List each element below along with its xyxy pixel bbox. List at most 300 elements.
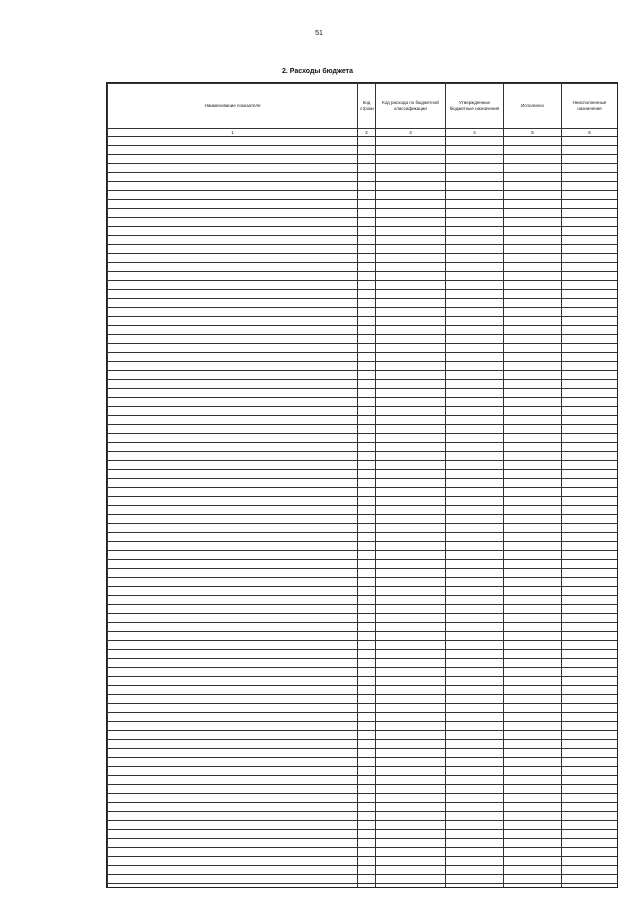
table-cell: [446, 191, 504, 200]
table-row: [108, 335, 618, 344]
table-cell: [562, 857, 618, 866]
table-row: [108, 740, 618, 749]
table-cell: [358, 560, 376, 569]
table-row: [108, 272, 618, 281]
table-cell: [376, 695, 446, 704]
table-row: [108, 884, 618, 889]
table-cell: [504, 614, 562, 623]
table-cell: [504, 578, 562, 587]
column-number: 5: [504, 129, 562, 137]
table-row: [108, 479, 618, 488]
table-cell: [504, 263, 562, 272]
table-cell: [446, 560, 504, 569]
table-cell: [446, 155, 504, 164]
table-cell: [358, 425, 376, 434]
header-line-code: Код строки: [358, 84, 376, 129]
table-cell: [504, 542, 562, 551]
table-row: [108, 569, 618, 578]
table-cell: [358, 623, 376, 632]
table-cell: [504, 677, 562, 686]
table-cell: [358, 677, 376, 686]
table-cell: [446, 596, 504, 605]
table-cell: [358, 605, 376, 614]
table-cell: [376, 623, 446, 632]
table-cell: [446, 290, 504, 299]
table-cell: [108, 245, 358, 254]
table-cell: [446, 398, 504, 407]
table-cell: [446, 497, 504, 506]
table-cell: [108, 533, 358, 542]
table-cell: [108, 326, 358, 335]
table-cell: [108, 281, 358, 290]
table-row: [108, 461, 618, 470]
table-row: [108, 632, 618, 641]
table-cell: [562, 497, 618, 506]
table-cell: [446, 272, 504, 281]
table-cell: [504, 164, 562, 173]
table-cell: [108, 695, 358, 704]
table-cell: [108, 227, 358, 236]
column-number: 3: [376, 129, 446, 137]
table-cell: [376, 803, 446, 812]
table-cell: [108, 767, 358, 776]
table-cell: [504, 713, 562, 722]
table-cell: [504, 497, 562, 506]
header-unexecuted: Неисполненные назначения: [562, 84, 618, 129]
table-cell: [446, 776, 504, 785]
column-number: 1: [108, 129, 358, 137]
table-cell: [108, 263, 358, 272]
table-row: [108, 353, 618, 362]
table-cell: [358, 434, 376, 443]
table-cell: [376, 794, 446, 803]
table-row: [108, 155, 618, 164]
table-cell: [376, 731, 446, 740]
table-cell: [446, 218, 504, 227]
table-cell: [376, 848, 446, 857]
table-row: [108, 380, 618, 389]
table-cell: [562, 173, 618, 182]
table-cell: [358, 524, 376, 533]
table-cell: [504, 866, 562, 875]
table-cell: [562, 668, 618, 677]
table-cell: [358, 632, 376, 641]
header-indicator-name: Наименование показателя: [108, 84, 358, 129]
table-cell: [108, 371, 358, 380]
table-cell: [108, 254, 358, 263]
table-cell: [504, 695, 562, 704]
table-cell: [562, 389, 618, 398]
table-cell: [562, 794, 618, 803]
table-cell: [376, 812, 446, 821]
table-row: [108, 578, 618, 587]
table-cell: [504, 344, 562, 353]
table-cell: [446, 335, 504, 344]
table-cell: [376, 677, 446, 686]
table-row: [108, 389, 618, 398]
table-row: [108, 245, 618, 254]
table-cell: [108, 704, 358, 713]
table-cell: [562, 686, 618, 695]
table-cell: [108, 722, 358, 731]
table-cell: [446, 830, 504, 839]
table-row: [108, 551, 618, 560]
table-row: [108, 515, 618, 524]
table-cell: [562, 641, 618, 650]
table-cell: [108, 362, 358, 371]
table-cell: [376, 164, 446, 173]
table-cell: [376, 740, 446, 749]
table-cell: [108, 542, 358, 551]
table-cell: [562, 542, 618, 551]
table-cell: [108, 578, 358, 587]
table-row: [108, 371, 618, 380]
table-row: [108, 317, 618, 326]
table-cell: [446, 353, 504, 362]
table-row: [108, 497, 618, 506]
table-cell: [108, 785, 358, 794]
table-cell: [504, 236, 562, 245]
table-cell: [358, 542, 376, 551]
table-cell: [504, 686, 562, 695]
table-cell: [504, 353, 562, 362]
table-row: [108, 758, 618, 767]
table-cell: [108, 182, 358, 191]
table-cell: [108, 218, 358, 227]
table-cell: [562, 524, 618, 533]
table-cell: [562, 470, 618, 479]
table-cell: [358, 137, 376, 146]
table-cell: [504, 335, 562, 344]
table-cell: [358, 785, 376, 794]
table-cell: [562, 605, 618, 614]
table-cell: [108, 677, 358, 686]
table-cell: [446, 236, 504, 245]
table-cell: [108, 173, 358, 182]
table-cell: [562, 236, 618, 245]
table-row: [108, 218, 618, 227]
table-cell: [562, 533, 618, 542]
table-cell: [358, 227, 376, 236]
table-cell: [562, 614, 618, 623]
table-cell: [358, 461, 376, 470]
table-cell: [376, 380, 446, 389]
table-cell: [446, 542, 504, 551]
header-approved: Утвержденные бюджетные назначения: [446, 84, 504, 129]
table-cell: [446, 749, 504, 758]
table-cell: [376, 596, 446, 605]
table-cell: [376, 506, 446, 515]
table-cell: [358, 794, 376, 803]
table-row: [108, 776, 618, 785]
table-cell: [446, 632, 504, 641]
table-cell: [446, 461, 504, 470]
table-cell: [562, 839, 618, 848]
table-cell: [446, 551, 504, 560]
table-cell: [504, 623, 562, 632]
table-cell: [562, 560, 618, 569]
table-cell: [446, 605, 504, 614]
table-cell: [446, 488, 504, 497]
table-cell: [108, 434, 358, 443]
table-cell: [108, 776, 358, 785]
table-cell: [108, 569, 358, 578]
table-cell: [108, 650, 358, 659]
table-cell: [446, 803, 504, 812]
table-cell: [446, 857, 504, 866]
table-cell: [446, 794, 504, 803]
table-cell: [446, 443, 504, 452]
table-cell: [108, 200, 358, 209]
table-cell: [504, 650, 562, 659]
table-cell: [108, 803, 358, 812]
table-cell: [562, 155, 618, 164]
table-cell: [376, 254, 446, 263]
table-row: [108, 767, 618, 776]
table-cell: [108, 551, 358, 560]
table-cell: [446, 866, 504, 875]
table-row: [108, 146, 618, 155]
table-cell: [504, 443, 562, 452]
table-cell: [358, 200, 376, 209]
table-cell: [562, 299, 618, 308]
table-cell: [446, 281, 504, 290]
table-row: [108, 263, 618, 272]
table-cell: [562, 749, 618, 758]
table-cell: [358, 578, 376, 587]
table-cell: [562, 695, 618, 704]
table-cell: [446, 245, 504, 254]
table-cell: [358, 866, 376, 875]
table-cell: [358, 209, 376, 218]
table-cell: [108, 317, 358, 326]
table-cell: [562, 659, 618, 668]
table-cell: [358, 326, 376, 335]
table-cell: [446, 344, 504, 353]
table-cell: [504, 740, 562, 749]
table-cell: [562, 713, 618, 722]
table-row: [108, 398, 618, 407]
table-cell: [358, 551, 376, 560]
table-cell: [562, 362, 618, 371]
table-cell: [562, 416, 618, 425]
table-cell: [376, 209, 446, 218]
table-cell: [562, 767, 618, 776]
table-cell: [108, 155, 358, 164]
table-cell: [562, 146, 618, 155]
table-cell: [562, 254, 618, 263]
table-cell: [504, 524, 562, 533]
table-cell: [108, 758, 358, 767]
table-cell: [504, 515, 562, 524]
table-cell: [376, 713, 446, 722]
table-cell: [504, 767, 562, 776]
table-cell: [504, 191, 562, 200]
table-cell: [358, 614, 376, 623]
table-cell: [376, 659, 446, 668]
table-cell: [108, 191, 358, 200]
table-cell: [562, 434, 618, 443]
table-cell: [446, 677, 504, 686]
table-cell: [108, 335, 358, 344]
table-cell: [376, 344, 446, 353]
table-cell: [108, 452, 358, 461]
table-cell: [562, 812, 618, 821]
table-cell: [446, 875, 504, 884]
table-cell: [446, 641, 504, 650]
table-cell: [504, 155, 562, 164]
table-cell: [376, 416, 446, 425]
table-cell: [376, 137, 446, 146]
table-cell: [504, 758, 562, 767]
table-cell: [504, 470, 562, 479]
table-cell: [446, 416, 504, 425]
table-cell: [562, 704, 618, 713]
table-cell: [358, 245, 376, 254]
table-cell: [562, 875, 618, 884]
table-row: [108, 866, 618, 875]
table-cell: [108, 812, 358, 821]
table-cell: [504, 506, 562, 515]
table-row: [108, 830, 618, 839]
table-row: [108, 326, 618, 335]
header-classification-code: Код расхода по бюджетной классификации: [376, 84, 446, 129]
table-cell: [108, 425, 358, 434]
table-cell: [504, 227, 562, 236]
table-cell: [108, 830, 358, 839]
table-cell: [376, 884, 446, 889]
table-cell: [376, 524, 446, 533]
table-cell: [358, 506, 376, 515]
table-cell: [446, 425, 504, 434]
table-cell: [376, 299, 446, 308]
table-cell: [562, 281, 618, 290]
table-cell: [504, 596, 562, 605]
table-row: [108, 470, 618, 479]
table-cell: [562, 731, 618, 740]
table-cell: [446, 173, 504, 182]
table-cell: [358, 164, 376, 173]
table-cell: [562, 308, 618, 317]
table-cell: [376, 236, 446, 245]
table-cell: [562, 380, 618, 389]
table-cell: [376, 875, 446, 884]
table-cell: [504, 794, 562, 803]
table-cell: [562, 866, 618, 875]
table-cell: [446, 767, 504, 776]
table-cell: [562, 353, 618, 362]
table-cell: [108, 497, 358, 506]
table-cell: [358, 821, 376, 830]
table-cell: [504, 749, 562, 758]
table-cell: [108, 605, 358, 614]
table-cell: [446, 362, 504, 371]
table-row: [108, 785, 618, 794]
table-cell: [358, 452, 376, 461]
table-row: [108, 749, 618, 758]
table-row: [108, 191, 618, 200]
table-cell: [562, 209, 618, 218]
table-cell: [446, 407, 504, 416]
table-cell: [446, 731, 504, 740]
table-cell: [504, 380, 562, 389]
table-cell: [504, 173, 562, 182]
table-cell: [376, 371, 446, 380]
table-cell: [358, 848, 376, 857]
table-cell: [446, 326, 504, 335]
table-cell: [562, 776, 618, 785]
table-cell: [358, 272, 376, 281]
table-cell: [108, 875, 358, 884]
table-cell: [446, 200, 504, 209]
table-cell: [358, 767, 376, 776]
table-cell: [446, 587, 504, 596]
table-cell: [446, 785, 504, 794]
table-row: [108, 209, 618, 218]
table-cell: [504, 632, 562, 641]
table-cell: [376, 218, 446, 227]
table-cell: [358, 299, 376, 308]
table-cell: [504, 848, 562, 857]
table-cell: [108, 839, 358, 848]
table-cell: [108, 272, 358, 281]
table-cell: [446, 614, 504, 623]
table-row: [108, 668, 618, 677]
table-cell: [446, 839, 504, 848]
table-cell: [446, 227, 504, 236]
table-cell: [358, 182, 376, 191]
table-cell: [376, 776, 446, 785]
expenses-table-sheet: [106, 82, 618, 888]
table-cell: [504, 587, 562, 596]
table-cell: [446, 506, 504, 515]
table-cell: [108, 848, 358, 857]
table-cell: [358, 731, 376, 740]
table-cell: [562, 398, 618, 407]
table-cell: [358, 254, 376, 263]
table-cell: [376, 722, 446, 731]
table-cell: [358, 812, 376, 821]
table-cell: [504, 461, 562, 470]
table-cell: [446, 479, 504, 488]
page-number: 51: [315, 30, 323, 37]
table-cell: [504, 785, 562, 794]
table-cell: [108, 659, 358, 668]
table-row: [108, 452, 618, 461]
table-cell: [504, 605, 562, 614]
table-row: [108, 731, 618, 740]
table-cell: [562, 551, 618, 560]
table-cell: [358, 407, 376, 416]
table-cell: [504, 830, 562, 839]
table-cell: [108, 713, 358, 722]
table-cell: [376, 146, 446, 155]
column-number-row: [108, 129, 618, 137]
table-cell: [358, 479, 376, 488]
table-cell: [504, 803, 562, 812]
table-cell: [504, 182, 562, 191]
table-cell: [446, 740, 504, 749]
table-cell: [504, 551, 562, 560]
table-cell: [446, 650, 504, 659]
table-row: [108, 164, 618, 173]
table-cell: [562, 758, 618, 767]
table-cell: [358, 659, 376, 668]
table-cell: [358, 146, 376, 155]
column-number: 2: [358, 129, 376, 137]
table-cell: [108, 884, 358, 889]
table-cell: [562, 272, 618, 281]
